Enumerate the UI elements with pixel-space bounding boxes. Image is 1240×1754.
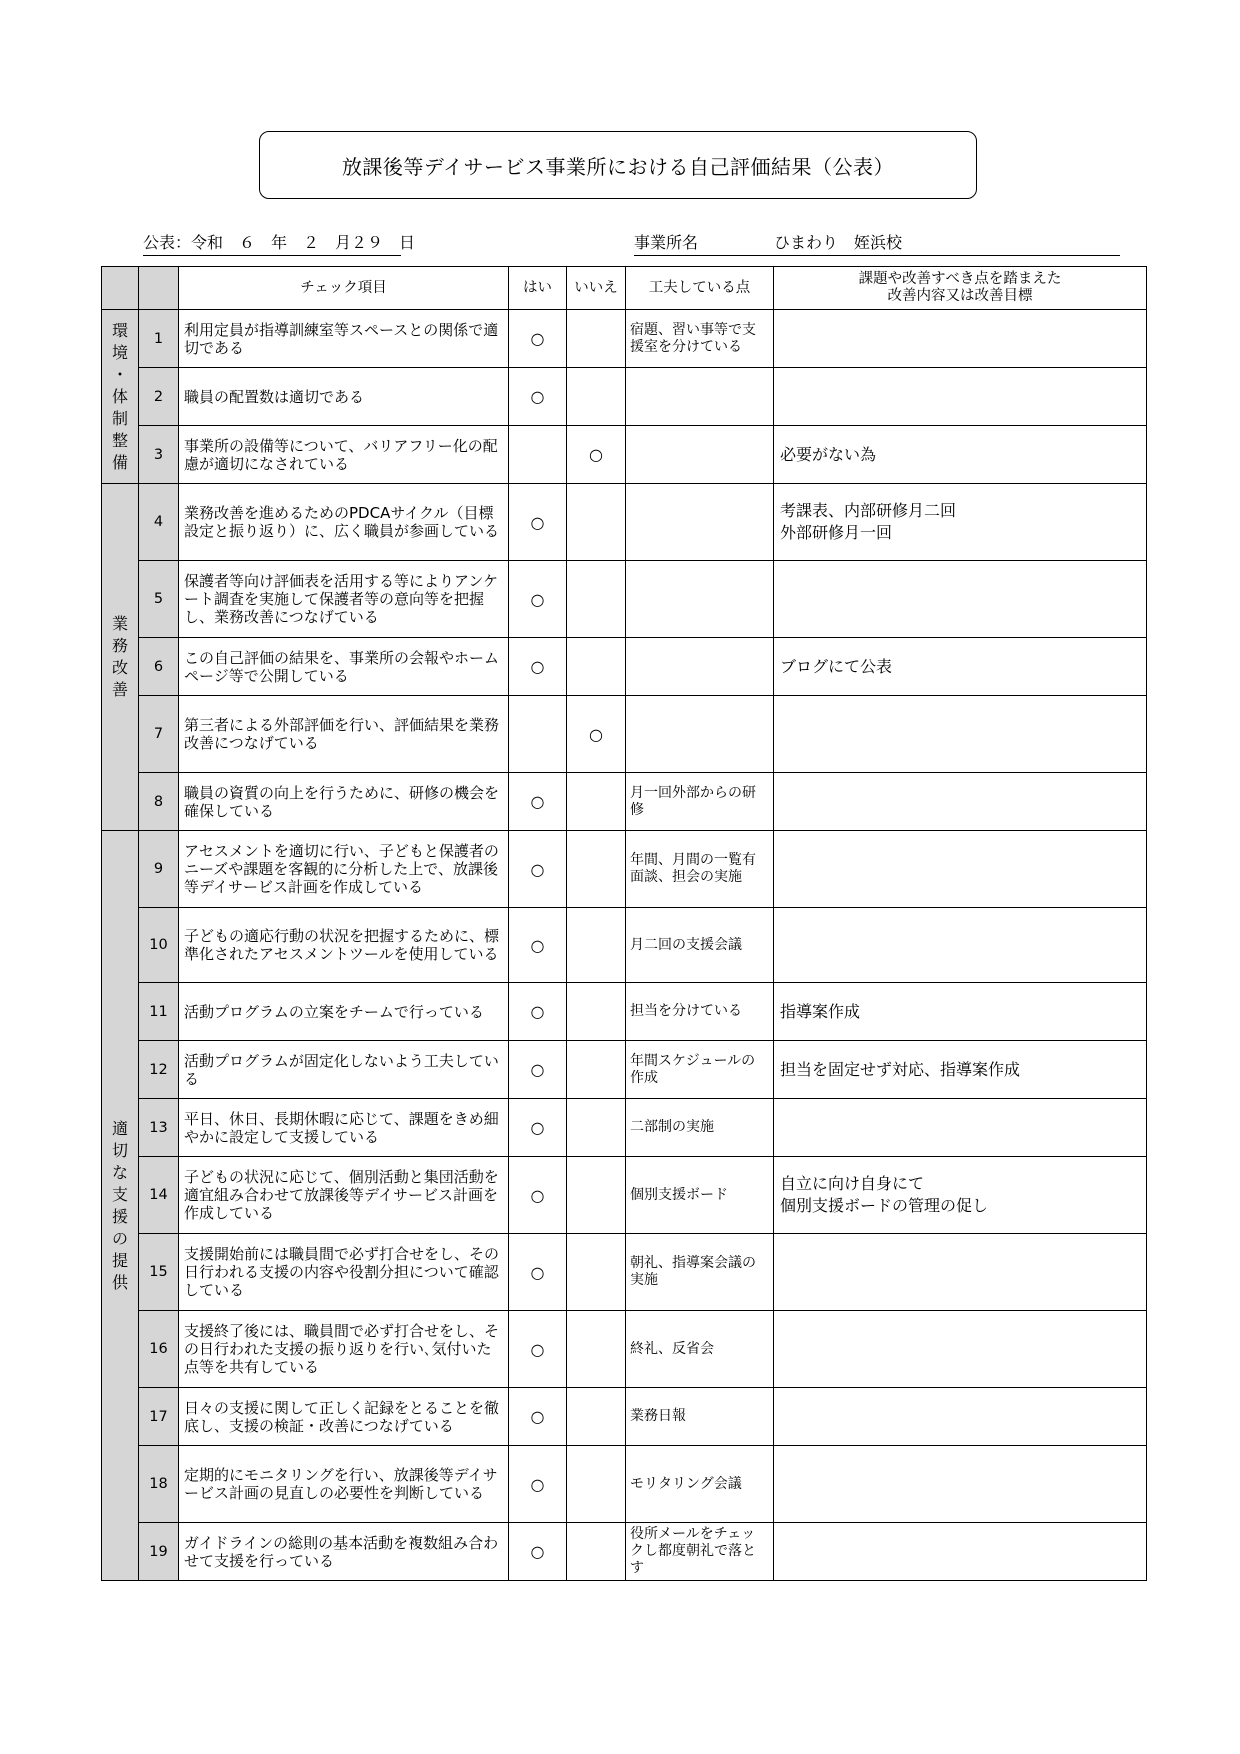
category-char: 支 — [111, 1184, 128, 1204]
yes-mark[interactable]: ○ — [509, 773, 567, 831]
check-item: 事業所の設備等について、バリアフリー化の配慮が適切になされている — [179, 426, 509, 484]
no-mark[interactable] — [567, 1157, 626, 1234]
table-row — [102, 1099, 1147, 1157]
improvement-goal — [774, 426, 1147, 484]
no-mark[interactable] — [567, 908, 626, 983]
item-number: 17 — [139, 1388, 179, 1446]
table-row — [102, 696, 1147, 773]
yes-mark[interactable]: ○ — [509, 1157, 567, 1234]
improvement-goal — [774, 1311, 1147, 1388]
improvement-goal — [774, 561, 1147, 638]
item-number: 9 — [139, 831, 179, 908]
improvement-goal — [774, 1099, 1147, 1157]
item-number: 2 — [139, 368, 179, 426]
item-number: 13 — [139, 1099, 179, 1157]
check-item: 活動プログラムの立案をチームで行っている — [179, 983, 509, 1041]
yes-mark[interactable]: ○ — [509, 1311, 567, 1388]
effort-point: 担当を分けている — [626, 983, 774, 1041]
check-item: 職員の資質の向上を行うために、研修の機会を確保している — [179, 773, 509, 831]
category-char: 援 — [111, 1206, 128, 1226]
effort-point — [626, 638, 774, 696]
yes-mark[interactable]: ○ — [509, 1388, 567, 1446]
effort-point: 個別支援ボード — [626, 1157, 774, 1234]
office-name: ひまわり 姪浜校 — [774, 233, 903, 252]
check-item: 子どもの適応行動の状況を把握するために、標準化されたアセスメントツールを使用している — [179, 908, 509, 983]
yes-mark[interactable]: ○ — [509, 1041, 567, 1099]
check-item: アセスメントを適切に行い、子どもと保護者のニーズや課題を客観的に分析した上で、放課後等デイサービス計画を作成している — [179, 831, 509, 908]
item-number: 19 — [139, 1523, 179, 1581]
table-row — [102, 983, 1147, 1041]
category-char: 環 — [111, 320, 128, 340]
category-char: 業 — [111, 614, 128, 633]
table-row — [102, 368, 1147, 426]
improvement-goal — [774, 1157, 1147, 1234]
no-mark[interactable] — [567, 368, 626, 426]
item-number: 14 — [139, 1157, 179, 1234]
table-row — [102, 1234, 1147, 1311]
yes-mark[interactable]: ○ — [509, 908, 567, 983]
no-mark[interactable] — [567, 1099, 626, 1157]
category-char: 体 — [111, 386, 128, 406]
check-item: 平日、休日、長期休暇に応じて、課題をきめ細やかに設定して支援している — [179, 1099, 509, 1157]
no-mark[interactable]: ○ — [567, 696, 626, 773]
improvement-goal — [774, 484, 1147, 561]
yes-mark[interactable] — [509, 426, 567, 484]
item-number: 6 — [139, 638, 179, 696]
table-row — [102, 831, 1147, 908]
check-item: 業務改善を進めるためのPDCAサイクル（目標設定と振り返り）に、広く職員が参画している — [179, 484, 509, 561]
header-check-item: チェック項目 — [179, 267, 509, 310]
improvement-line: 個別支援ボードの管理の促し — [780, 1196, 989, 1215]
yes-mark[interactable]: ○ — [509, 1523, 567, 1581]
improvement-line: 自立に向け自身にて — [780, 1174, 925, 1193]
evaluation-table — [101, 266, 1147, 1581]
yes-mark[interactable]: ○ — [509, 368, 567, 426]
yes-mark[interactable]: ○ — [509, 1099, 567, 1157]
no-mark[interactable] — [567, 983, 626, 1041]
check-item: 日々の支援に関して正しく記録をとることを徹底し、支援の検証・改善につなげている — [179, 1388, 509, 1446]
improvement-line: ブログにて公表 — [780, 656, 893, 676]
effort-point: モリタリング会議 — [626, 1446, 774, 1523]
no-mark[interactable] — [567, 484, 626, 561]
effort-point: 二部制の実施 — [626, 1099, 774, 1157]
yes-mark[interactable]: ○ — [509, 831, 567, 908]
no-mark[interactable] — [567, 310, 626, 368]
item-number: 18 — [139, 1446, 179, 1523]
check-item: 定期的にモニタリングを行い、放課後等デイサービス計画の見直しの必要性を判断している — [179, 1446, 509, 1523]
header-category-cell — [102, 267, 139, 310]
improvement-goal — [774, 1446, 1147, 1523]
yes-mark[interactable]: ○ — [509, 983, 567, 1041]
table-row — [102, 1311, 1147, 1388]
effort-point: 年間、月間の一覧有面談、担会の実施 — [626, 831, 774, 908]
no-mark[interactable] — [567, 1523, 626, 1581]
improvement-goal — [774, 1041, 1147, 1099]
effort-point: 終礼、反省会 — [626, 1311, 774, 1388]
table-row — [102, 561, 1147, 638]
effort-point: 業務日報 — [626, 1388, 774, 1446]
table-row — [102, 484, 1147, 561]
category-char: 供 — [111, 1272, 128, 1292]
effort-point: 宿題、習い事等で支援室を分けている — [626, 310, 774, 368]
table-row — [102, 1523, 1147, 1581]
category-char: 提 — [111, 1250, 128, 1270]
effort-point — [626, 484, 774, 561]
yes-mark[interactable]: ○ — [509, 1446, 567, 1523]
table-row — [102, 1157, 1147, 1234]
check-item: 保護者等向け評価表を活用する等によりアンケート調査を実施して保護者等の意向等を把握し、業務改善につなげている — [179, 561, 509, 638]
table-row — [102, 1041, 1147, 1099]
table-row — [102, 908, 1147, 983]
category-char: な — [111, 1162, 128, 1182]
category-char: 整 — [111, 430, 128, 450]
check-item: この自己評価の結果を、事業所の会報やホームページ等で公開している — [179, 638, 509, 696]
check-item: ガイドラインの総則の基本活動を複数組み合わせて支援を行っている — [179, 1523, 509, 1581]
item-number: 3 — [139, 426, 179, 484]
no-mark[interactable] — [567, 773, 626, 831]
yes-mark[interactable]: ○ — [509, 638, 567, 696]
effort-point: 役所メールをチェックし都度朝礼で落とす — [626, 1523, 774, 1581]
check-item: 職員の配置数は適切である — [179, 368, 509, 426]
effort-point — [626, 696, 774, 773]
yes-mark[interactable]: ○ — [509, 561, 567, 638]
no-mark[interactable] — [567, 1311, 626, 1388]
no-mark[interactable] — [567, 1041, 626, 1099]
improvement-goal — [774, 908, 1147, 983]
check-item: 活動プログラムが固定化しないよう工夫している — [179, 1041, 509, 1099]
effort-point: 月二回の支援会議 — [626, 908, 774, 983]
item-number: 10 — [139, 908, 179, 983]
category-char: の — [111, 1228, 128, 1248]
effort-point — [626, 561, 774, 638]
table-row — [102, 310, 1147, 368]
category-cell — [102, 484, 139, 831]
header-number-cell — [139, 267, 179, 310]
improvement-goal — [774, 983, 1147, 1041]
improvement-goal — [774, 1523, 1147, 1581]
effort-point — [626, 426, 774, 484]
check-item: 利用定員が指導訓練室等スペースとの関係で適切である — [179, 310, 509, 368]
category-char: 境 — [111, 342, 128, 362]
improvement-goal — [774, 368, 1147, 426]
improvement-goal — [774, 831, 1147, 908]
category-char: 切 — [111, 1140, 128, 1160]
item-number: 5 — [139, 561, 179, 638]
no-mark[interactable] — [567, 638, 626, 696]
yes-mark[interactable]: ○ — [509, 310, 567, 368]
improvement-line: 考課表、内部研修月二回 — [780, 501, 957, 520]
item-number: 12 — [139, 1041, 179, 1099]
category-cell — [102, 310, 139, 484]
effort-point: 朝礼、指導案会議の実施 — [626, 1234, 774, 1311]
item-number: 11 — [139, 983, 179, 1041]
table-row — [102, 426, 1147, 484]
improvement-goal — [774, 638, 1147, 696]
header-yes: はい — [509, 267, 567, 310]
office-info — [634, 231, 1120, 256]
item-number: 16 — [139, 1311, 179, 1388]
check-item: 第三者による外部評価を行い、評価結果を業務改善につなげている — [179, 696, 509, 773]
yes-mark[interactable]: ○ — [509, 1234, 567, 1311]
publish-date: 公表：令和 ６ 年 ２ 月２９ 日 — [143, 231, 401, 256]
improvement-line: 指導案作成 — [780, 1001, 861, 1021]
category-char: 制 — [111, 408, 128, 428]
header-row — [102, 267, 1147, 310]
no-mark[interactable] — [567, 1446, 626, 1523]
no-mark[interactable] — [567, 831, 626, 908]
item-number: 4 — [139, 484, 179, 561]
category-char: 改 — [111, 658, 128, 677]
improvement-goal — [774, 310, 1147, 368]
header-improvement-line1: 課題や改善すべき点を踏まえた — [858, 271, 1062, 287]
improvement-line: 担当を固定せず対応、指導案作成 — [780, 1059, 1021, 1079]
improvement-goal — [774, 696, 1147, 773]
improvement-line: 外部研修月一回 — [780, 523, 893, 542]
item-number: 1 — [139, 310, 179, 368]
check-item: 支援開始前には職員間で必ず打合せをし、その日行われる支援の内容や役割分担について確認している — [179, 1234, 509, 1311]
page-title: 放課後等デイサービス事業所における自己評価結果（公表） — [259, 131, 977, 199]
header-improvement — [774, 267, 1147, 310]
header-effort: 工夫している点 — [626, 267, 774, 310]
item-number: 15 — [139, 1234, 179, 1311]
item-number: 8 — [139, 773, 179, 831]
check-item: 支援終了後には、職員間で必ず打合せをし、その日行われた支援の振り返りを行い､気付いた点等を共有している — [179, 1311, 509, 1388]
item-number: 7 — [139, 696, 179, 773]
table-row — [102, 1446, 1147, 1523]
no-mark[interactable] — [567, 561, 626, 638]
category-cell — [102, 831, 139, 1581]
header-no: いいえ — [567, 267, 626, 310]
category-char: 適 — [111, 1118, 128, 1138]
improvement-goal — [774, 1388, 1147, 1446]
header-improvement-line2: 改善内容又は改善目標 — [887, 288, 1033, 304]
category-char: 善 — [111, 680, 128, 699]
check-item: 子どもの状況に応じて、個別活動と集団活動を適宜組み合わせて放課後等デイサービス計画を作成している — [179, 1157, 509, 1234]
category-char: 務 — [111, 636, 128, 655]
table-row — [102, 1388, 1147, 1446]
improvement-goal — [774, 773, 1147, 831]
no-mark[interactable]: ○ — [567, 426, 626, 484]
category-char: 備 — [111, 452, 128, 472]
improvement-goal — [774, 1234, 1147, 1311]
no-mark[interactable] — [567, 1234, 626, 1311]
yes-mark[interactable]: ○ — [509, 484, 567, 561]
table-row — [102, 638, 1147, 696]
no-mark[interactable] — [567, 1388, 626, 1446]
effort-point: 月一回外部からの研修 — [626, 773, 774, 831]
effort-point: 年間スケジュールの作成 — [626, 1041, 774, 1099]
effort-point — [626, 368, 774, 426]
category-char: ・ — [111, 364, 128, 384]
improvement-line: 必要がない為 — [780, 444, 877, 464]
yes-mark[interactable] — [509, 696, 567, 773]
table-row — [102, 773, 1147, 831]
office-label: 事業所名 — [634, 233, 699, 252]
